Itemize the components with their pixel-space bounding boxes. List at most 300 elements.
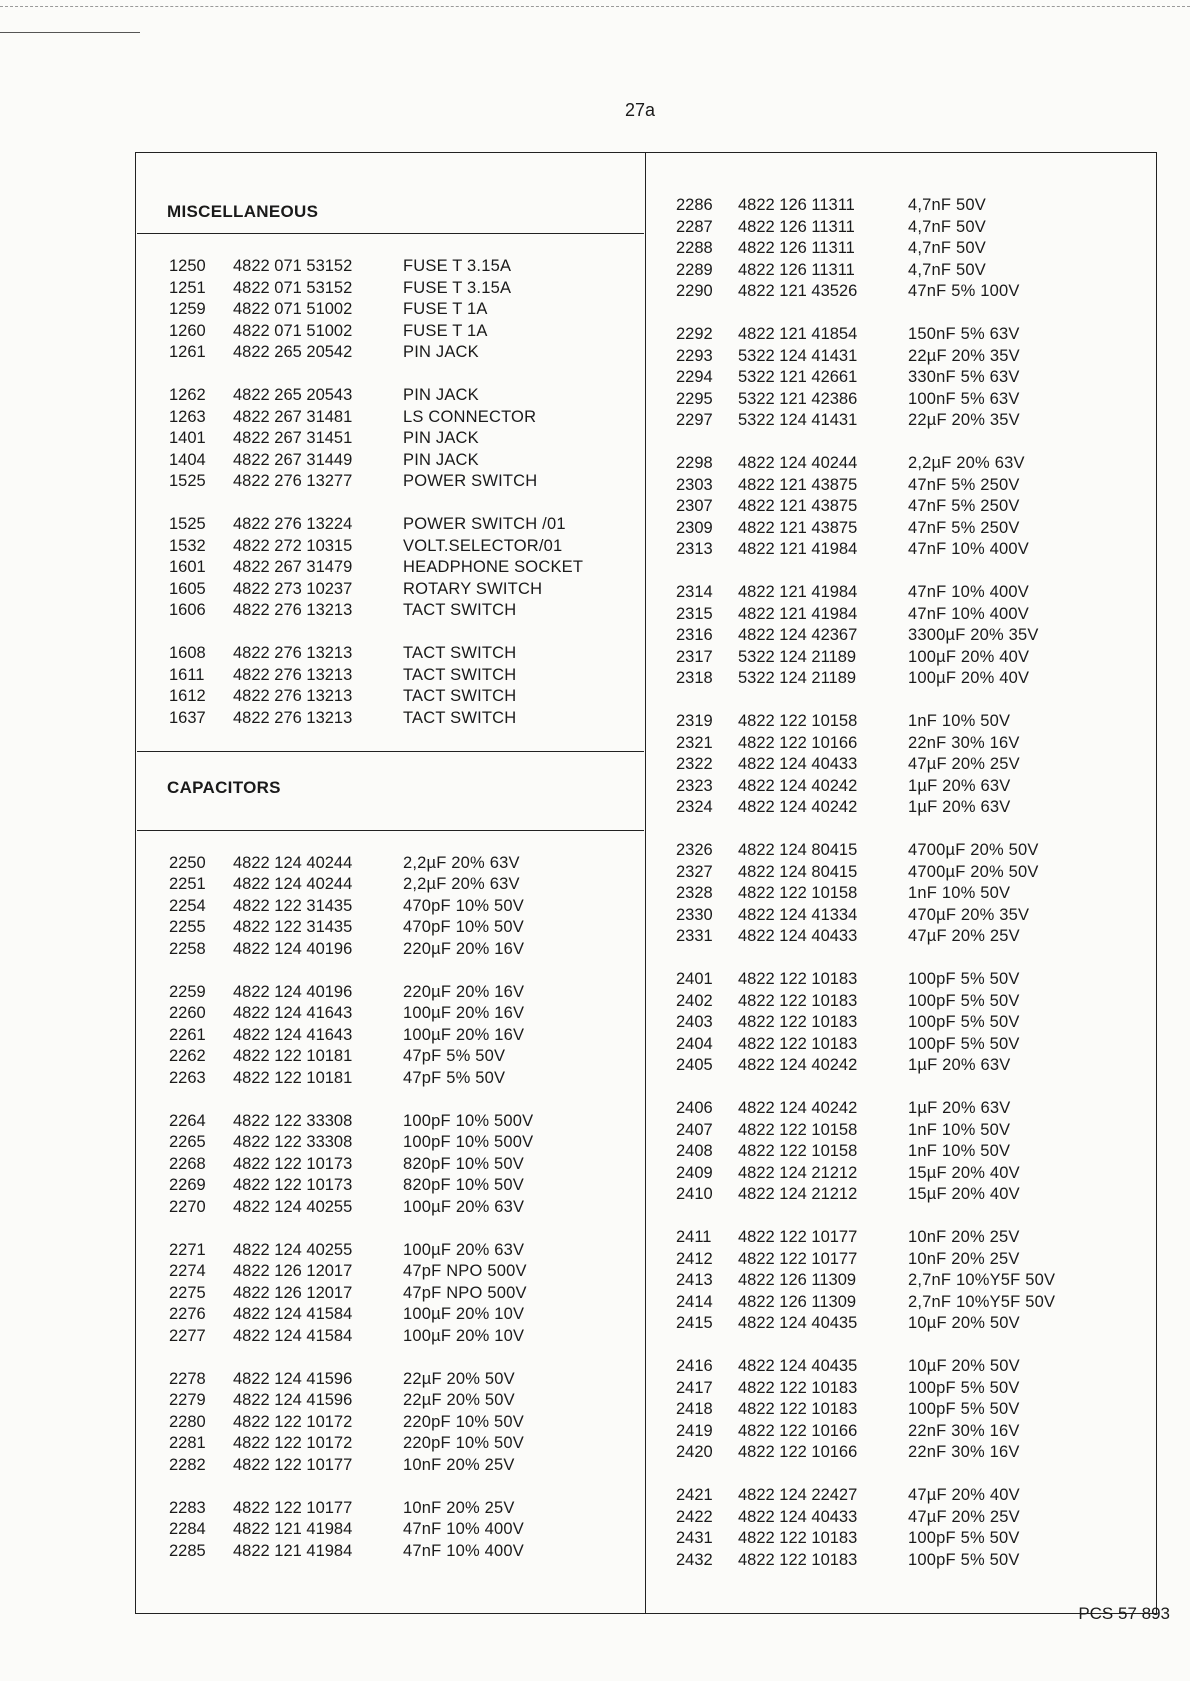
part-description: 10nF 20% 25V <box>403 1455 515 1474</box>
part-description: 2,2µF 20% 63V <box>403 853 520 872</box>
part-code: 5322 124 21189 <box>738 669 857 687</box>
part-code: 4822 126 11309 <box>738 1292 857 1311</box>
part-row <box>137 1412 644 1434</box>
part-code: 4822 272 10315 <box>233 536 353 555</box>
part-code: 4822 267 31449 <box>233 450 353 469</box>
part-row <box>648 582 1153 604</box>
position-number: 2420 <box>676 1443 713 1461</box>
part-row <box>648 625 1153 647</box>
part-code: 5322 124 21189 <box>738 647 857 666</box>
part-description: 2,2µF 20% 63V <box>403 875 520 893</box>
position-number: 2419 <box>676 1421 713 1440</box>
part-description: TACT SWITCH <box>403 644 517 662</box>
parts-group <box>648 711 1153 819</box>
part-description: 100µF 20% 40V <box>908 647 1030 666</box>
part-description: 47nF 5% 250V <box>908 518 1020 537</box>
position-number: 2293 <box>676 346 713 365</box>
position-number: 2432 <box>676 1550 713 1569</box>
part-code: 4822 121 41984 <box>738 540 858 558</box>
part-code: 4822 126 11311 <box>738 239 855 257</box>
part-description: 1µF 20% 63V <box>908 776 1011 795</box>
part-code: 4822 124 40242 <box>738 1099 858 1117</box>
part-row <box>137 450 644 472</box>
position-number: 2313 <box>676 540 713 558</box>
part-row <box>137 1541 644 1563</box>
part-row <box>648 969 1153 991</box>
part-code: 4822 124 40433 <box>738 1507 858 1526</box>
parts-group <box>137 1498 644 1563</box>
parts-group <box>137 385 644 493</box>
part-description: 1nF 10% 50V <box>908 1142 1011 1160</box>
section-title-miscellaneous: MISCELLANEOUS <box>137 154 644 234</box>
part-code: 4822 122 10177 <box>233 1498 353 1517</box>
part-code: 4822 121 41984 <box>233 1541 353 1560</box>
part-description: 22nF 30% 16V <box>908 1421 1020 1440</box>
position-number: 2297 <box>676 411 713 429</box>
position-number: 2405 <box>676 1056 713 1074</box>
part-description: 330nF 5% 63V <box>908 368 1020 386</box>
part-description: PIN JACK <box>403 450 479 469</box>
part-row <box>648 1528 1153 1550</box>
part-code: 4822 124 80415 <box>738 841 858 859</box>
position-number: 1401 <box>169 429 206 447</box>
part-row <box>137 385 644 407</box>
part-description: 1µF 20% 63V <box>908 1056 1011 1074</box>
part-row <box>137 1369 644 1391</box>
position-number: 2268 <box>169 1154 206 1173</box>
scan-edge-mark <box>0 32 140 33</box>
part-row <box>648 367 1153 389</box>
part-code: 4822 124 40435 <box>738 1357 858 1375</box>
position-number: 2403 <box>676 1013 713 1031</box>
part-row <box>137 428 644 450</box>
part-row <box>648 260 1153 282</box>
part-row <box>648 1442 1153 1464</box>
position-number: 2307 <box>676 497 713 515</box>
part-row <box>137 407 644 429</box>
part-row <box>137 557 644 579</box>
part-row <box>137 665 644 687</box>
part-row <box>648 281 1153 303</box>
part-row <box>137 1046 644 1068</box>
position-number: 2321 <box>676 733 713 752</box>
position-number: 2317 <box>676 647 713 666</box>
position-number: 2287 <box>676 217 713 236</box>
part-code: 4822 122 10172 <box>233 1412 353 1431</box>
scan-edge-line <box>0 6 1190 7</box>
position-number: 2324 <box>676 798 713 816</box>
part-description: 47nF 10% 400V <box>908 540 1029 558</box>
part-description: 47nF 5% 250V <box>908 497 1020 515</box>
position-number: 2295 <box>676 389 713 408</box>
part-description: 10µF 20% 50V <box>908 1314 1020 1332</box>
part-description: 220µF 20% 16V <box>403 982 525 1001</box>
part-description: 47pF 5% 50V <box>403 1068 506 1087</box>
part-code: 4822 124 40242 <box>738 776 858 795</box>
part-description: 47µF 20% 25V <box>908 1507 1020 1526</box>
position-number: 2284 <box>169 1520 206 1538</box>
part-row <box>137 342 644 364</box>
part-row <box>137 536 644 558</box>
part-code: 4822 126 11311 <box>738 196 855 214</box>
part-row <box>648 647 1153 669</box>
position-number: 2319 <box>676 712 713 730</box>
part-description: 22µF 20% 50V <box>403 1391 515 1409</box>
part-code: 4822 124 40242 <box>738 798 858 816</box>
part-description: 10nF 20% 25V <box>908 1249 1020 1268</box>
part-row <box>137 1261 644 1283</box>
part-code: 4822 273 10237 <box>233 579 353 598</box>
part-description: FUSE T 1A <box>403 321 488 340</box>
part-code: 4822 121 43526 <box>738 282 858 300</box>
part-code: 4822 126 11311 <box>738 260 855 279</box>
part-row <box>137 1498 644 1520</box>
part-code: 4822 122 10183 <box>738 1400 858 1418</box>
part-code: 5322 124 41431 <box>738 411 858 429</box>
position-number: 1262 <box>169 386 206 404</box>
part-code: 4822 122 10173 <box>233 1176 353 1194</box>
part-description: 47nF 10% 400V <box>908 604 1029 623</box>
position-number: 1608 <box>169 644 206 662</box>
part-description: 100pF 5% 50V <box>908 1400 1020 1418</box>
part-code: 4822 276 13213 <box>233 708 353 727</box>
part-description: 220µF 20% 16V <box>403 939 525 958</box>
document-code: PCS 57 893 <box>1078 1604 1170 1623</box>
position-number: 2410 <box>676 1185 713 1203</box>
position-number: 2408 <box>676 1142 713 1160</box>
part-row <box>648 797 1153 819</box>
part-row <box>648 1507 1153 1529</box>
part-code: 4822 121 41854 <box>738 325 858 343</box>
part-description: FUSE T 1A <box>403 300 488 318</box>
part-description: ROTARY SWITCH <box>403 579 543 598</box>
part-description: 100pF 5% 50V <box>908 1378 1020 1397</box>
position-number: 2262 <box>169 1047 206 1065</box>
part-description: 100pF 10% 500V <box>403 1111 534 1130</box>
misc-parts-list <box>137 234 644 729</box>
position-number: 2418 <box>676 1400 713 1418</box>
part-code: 4822 122 10177 <box>738 1249 858 1268</box>
part-description: POWER SWITCH /01 <box>403 515 566 533</box>
parts-group <box>137 853 644 961</box>
position-number: 2261 <box>169 1025 206 1044</box>
part-code: 4822 122 10158 <box>738 884 858 902</box>
part-row <box>648 1399 1153 1421</box>
part-code: 4822 122 33308 <box>233 1111 353 1130</box>
parts-group <box>648 1227 1153 1335</box>
column-divider <box>645 152 646 1614</box>
part-row <box>137 708 644 730</box>
position-number: 2281 <box>169 1434 206 1452</box>
part-code: 4822 122 31435 <box>233 896 353 915</box>
part-row <box>648 453 1153 475</box>
part-row <box>137 514 644 536</box>
position-number: 2331 <box>676 927 713 945</box>
part-row <box>648 217 1153 239</box>
part-description: 10nF 20% 25V <box>403 1498 515 1517</box>
part-code: 4822 267 31451 <box>233 429 353 447</box>
part-row <box>648 195 1153 217</box>
position-number: 2431 <box>676 1529 713 1547</box>
part-description: 2,2µF 20% 63V <box>908 454 1025 472</box>
part-description: LS CONNECTOR <box>403 407 537 426</box>
part-description: 15µF 20% 40V <box>908 1185 1020 1203</box>
part-row <box>137 1154 644 1176</box>
part-row <box>648 1313 1153 1335</box>
part-row <box>137 939 644 961</box>
part-code: 4822 124 21212 <box>738 1185 858 1203</box>
position-number: 1263 <box>169 407 206 426</box>
part-code: 4822 126 11311 <box>738 217 855 236</box>
part-description: VOLT.SELECTOR/01 <box>403 536 563 555</box>
position-number: 1260 <box>169 321 206 340</box>
part-code: 4822 124 40196 <box>233 982 353 1001</box>
part-row <box>137 896 644 918</box>
parts-group <box>648 582 1153 690</box>
part-code: 4822 071 53152 <box>233 278 353 297</box>
part-description: 1µF 20% 63V <box>908 798 1011 816</box>
part-row <box>648 1120 1153 1142</box>
part-code: 4822 124 22427 <box>738 1486 858 1504</box>
page-number: 27a <box>624 100 656 120</box>
parts-group <box>648 969 1153 1077</box>
part-code: 4822 122 10173 <box>233 1154 353 1173</box>
part-row <box>137 1197 644 1219</box>
part-code: 4822 071 53152 <box>233 257 353 275</box>
part-description: 22nF 30% 16V <box>908 733 1020 752</box>
position-number: 2269 <box>169 1176 206 1194</box>
part-description: 4700µF 20% 50V <box>908 841 1039 859</box>
part-description: 100pF 10% 500V <box>403 1133 534 1151</box>
part-description: 47µF 20% 25V <box>908 927 1020 945</box>
part-row <box>648 518 1153 540</box>
part-row <box>648 1055 1153 1077</box>
part-description: PIN JACK <box>403 343 479 361</box>
part-row <box>648 1356 1153 1378</box>
part-row <box>648 238 1153 260</box>
part-code: 4822 122 10177 <box>233 1455 353 1474</box>
part-code: 5322 121 42661 <box>738 368 858 386</box>
part-row <box>648 1184 1153 1206</box>
part-code: 4822 122 10166 <box>738 1421 858 1440</box>
part-description: 150nF 5% 63V <box>908 325 1020 343</box>
part-description: 100µF 20% 10V <box>403 1305 525 1323</box>
position-number: 2285 <box>169 1541 206 1560</box>
part-code: 4822 124 40435 <box>738 1314 858 1332</box>
part-code: 5322 124 41431 <box>738 346 858 365</box>
position-number: 2288 <box>676 239 713 257</box>
part-row <box>648 754 1153 776</box>
part-code: 4822 276 13213 <box>233 687 353 705</box>
part-row <box>648 1141 1153 1163</box>
part-code: 4822 276 13213 <box>233 665 353 684</box>
position-number: 2289 <box>676 260 713 279</box>
parts-group <box>137 256 644 364</box>
part-code: 4822 121 41984 <box>738 583 858 601</box>
part-code: 4822 124 40244 <box>738 454 858 472</box>
position-number: 1525 <box>169 472 206 490</box>
part-row <box>137 321 644 343</box>
part-description: 100nF 5% 63V <box>908 389 1020 408</box>
part-code: 4822 124 41643 <box>233 1025 353 1044</box>
part-row <box>648 1034 1153 1056</box>
position-number: 2330 <box>676 905 713 924</box>
part-code: 4822 121 41984 <box>738 604 858 623</box>
capacitor-parts-list <box>137 831 644 1563</box>
part-description: 1µF 20% 63V <box>908 1099 1011 1117</box>
part-description: 100µF 20% 10V <box>403 1326 525 1345</box>
part-description: TACT SWITCH <box>403 601 517 619</box>
part-description: FUSE T 3.15A <box>403 278 512 297</box>
part-row <box>648 991 1153 1013</box>
part-code: 4822 122 10181 <box>233 1068 353 1087</box>
part-code: 4822 122 10177 <box>738 1228 858 1246</box>
part-description: 4,7nF 50V <box>908 217 986 236</box>
left-column <box>137 154 644 1584</box>
part-code: 4822 124 41584 <box>233 1305 353 1323</box>
part-code: 4822 124 41334 <box>738 905 858 924</box>
parts-group <box>648 324 1153 432</box>
position-number: 2263 <box>169 1068 206 1087</box>
part-row <box>137 1326 644 1348</box>
part-code: 4822 124 42367 <box>738 626 858 644</box>
parts-group <box>137 1111 644 1219</box>
part-code: 4822 124 40433 <box>738 755 858 773</box>
position-number: 2309 <box>676 518 713 537</box>
position-number: 2265 <box>169 1133 206 1151</box>
position-number: 1605 <box>169 579 206 598</box>
parts-group <box>648 1485 1153 1571</box>
part-row <box>137 1390 644 1412</box>
position-number: 2298 <box>676 454 713 472</box>
part-row <box>648 1012 1153 1034</box>
part-row <box>137 278 644 300</box>
part-code: 4822 122 10183 <box>738 1378 858 1397</box>
position-number: 2271 <box>169 1240 206 1259</box>
part-description: 100pF 5% 50V <box>908 1034 1020 1053</box>
part-description: POWER SWITCH <box>403 472 538 490</box>
position-number: 2280 <box>169 1412 206 1431</box>
position-number: 2274 <box>169 1262 206 1280</box>
part-row <box>648 905 1153 927</box>
part-description: 22µF 20% 50V <box>403 1369 515 1388</box>
position-number: 2318 <box>676 669 713 687</box>
part-description: 100pF 5% 50V <box>908 1529 1020 1547</box>
position-number: 2258 <box>169 939 206 958</box>
position-number: 2416 <box>676 1357 713 1375</box>
part-description: 100pF 5% 50V <box>908 1013 1020 1031</box>
part-row <box>137 299 644 321</box>
part-code: 4822 124 41596 <box>233 1369 353 1388</box>
part-row <box>648 776 1153 798</box>
part-code: 4822 122 10183 <box>738 970 858 988</box>
position-number: 1525 <box>169 515 206 533</box>
part-code: 4822 122 10166 <box>738 1443 858 1461</box>
position-number: 2290 <box>676 282 713 300</box>
part-code: 4822 121 41984 <box>233 1520 353 1538</box>
position-number: 1251 <box>169 278 206 297</box>
part-description: 220pF 10% 50V <box>403 1412 524 1431</box>
part-code: 4822 124 40196 <box>233 939 353 958</box>
position-number: 2314 <box>676 583 713 601</box>
position-number: 2402 <box>676 991 713 1010</box>
part-code: 4822 122 10166 <box>738 733 858 752</box>
position-number: 1612 <box>169 687 206 705</box>
part-row <box>648 346 1153 368</box>
position-number: 1250 <box>169 257 206 275</box>
part-row <box>648 1227 1153 1249</box>
part-code: 4822 267 31481 <box>233 407 353 426</box>
position-number: 2407 <box>676 1120 713 1139</box>
position-number: 1601 <box>169 558 206 576</box>
position-number: 2275 <box>169 1283 206 1302</box>
position-number: 2283 <box>169 1498 206 1517</box>
part-description: 10nF 20% 25V <box>908 1228 1020 1246</box>
position-number: 2406 <box>676 1099 713 1117</box>
part-description: 47nF 10% 400V <box>908 583 1029 601</box>
part-row <box>648 389 1153 411</box>
position-number: 2270 <box>169 1197 206 1216</box>
part-row <box>137 982 644 1004</box>
part-code: 4822 122 10183 <box>738 1013 858 1031</box>
position-number: 2413 <box>676 1271 713 1289</box>
part-description: 47µF 20% 40V <box>908 1486 1020 1504</box>
parts-group <box>648 195 1153 303</box>
parts-group <box>137 982 644 1090</box>
part-description: 100pF 5% 50V <box>908 1550 1020 1569</box>
part-code: 4822 265 20543 <box>233 386 353 404</box>
part-code: 4822 276 13213 <box>233 644 353 662</box>
part-code: 4822 122 10183 <box>738 1034 858 1053</box>
part-description: 47nF 10% 400V <box>403 1520 524 1538</box>
part-code: 4822 124 41596 <box>233 1391 353 1409</box>
part-code: 4822 276 13213 <box>233 601 353 619</box>
position-number: 2254 <box>169 896 206 915</box>
part-code: 4822 124 40255 <box>233 1197 353 1216</box>
part-description: TACT SWITCH <box>403 665 517 684</box>
part-row <box>648 862 1153 884</box>
part-description: 2,7nF 10%Y5F 50V <box>908 1271 1056 1289</box>
position-number: 2415 <box>676 1314 713 1332</box>
part-code: 4822 124 41643 <box>233 1004 353 1022</box>
position-number: 2286 <box>676 196 713 214</box>
part-description: 47pF 5% 50V <box>403 1047 506 1065</box>
part-row <box>648 496 1153 518</box>
part-code: 4822 126 11309 <box>738 1271 857 1289</box>
part-description: PIN JACK <box>403 429 479 447</box>
parts-group <box>648 453 1153 561</box>
part-row <box>648 733 1153 755</box>
position-number: 2414 <box>676 1292 713 1311</box>
position-number: 2404 <box>676 1034 713 1053</box>
part-code: 4822 276 13224 <box>233 515 353 533</box>
position-number: 1611 <box>169 665 205 684</box>
part-code: 4822 124 40244 <box>233 875 353 893</box>
part-code: 4822 122 10183 <box>738 1529 858 1547</box>
part-row <box>137 600 644 622</box>
right-column <box>648 154 1153 1593</box>
part-description: 100pF 5% 50V <box>908 991 1020 1010</box>
part-description: 100µF 20% 63V <box>403 1197 525 1216</box>
part-description: FUSE T 3.15A <box>403 257 512 275</box>
position-number: 2279 <box>169 1391 206 1409</box>
part-code: 4822 265 20542 <box>233 343 353 361</box>
part-description: 3300µF 20% 35V <box>908 626 1039 644</box>
part-description: 47µF 20% 25V <box>908 755 1020 773</box>
position-number: 2276 <box>169 1305 206 1323</box>
part-row <box>137 1175 644 1197</box>
part-row <box>137 579 644 601</box>
